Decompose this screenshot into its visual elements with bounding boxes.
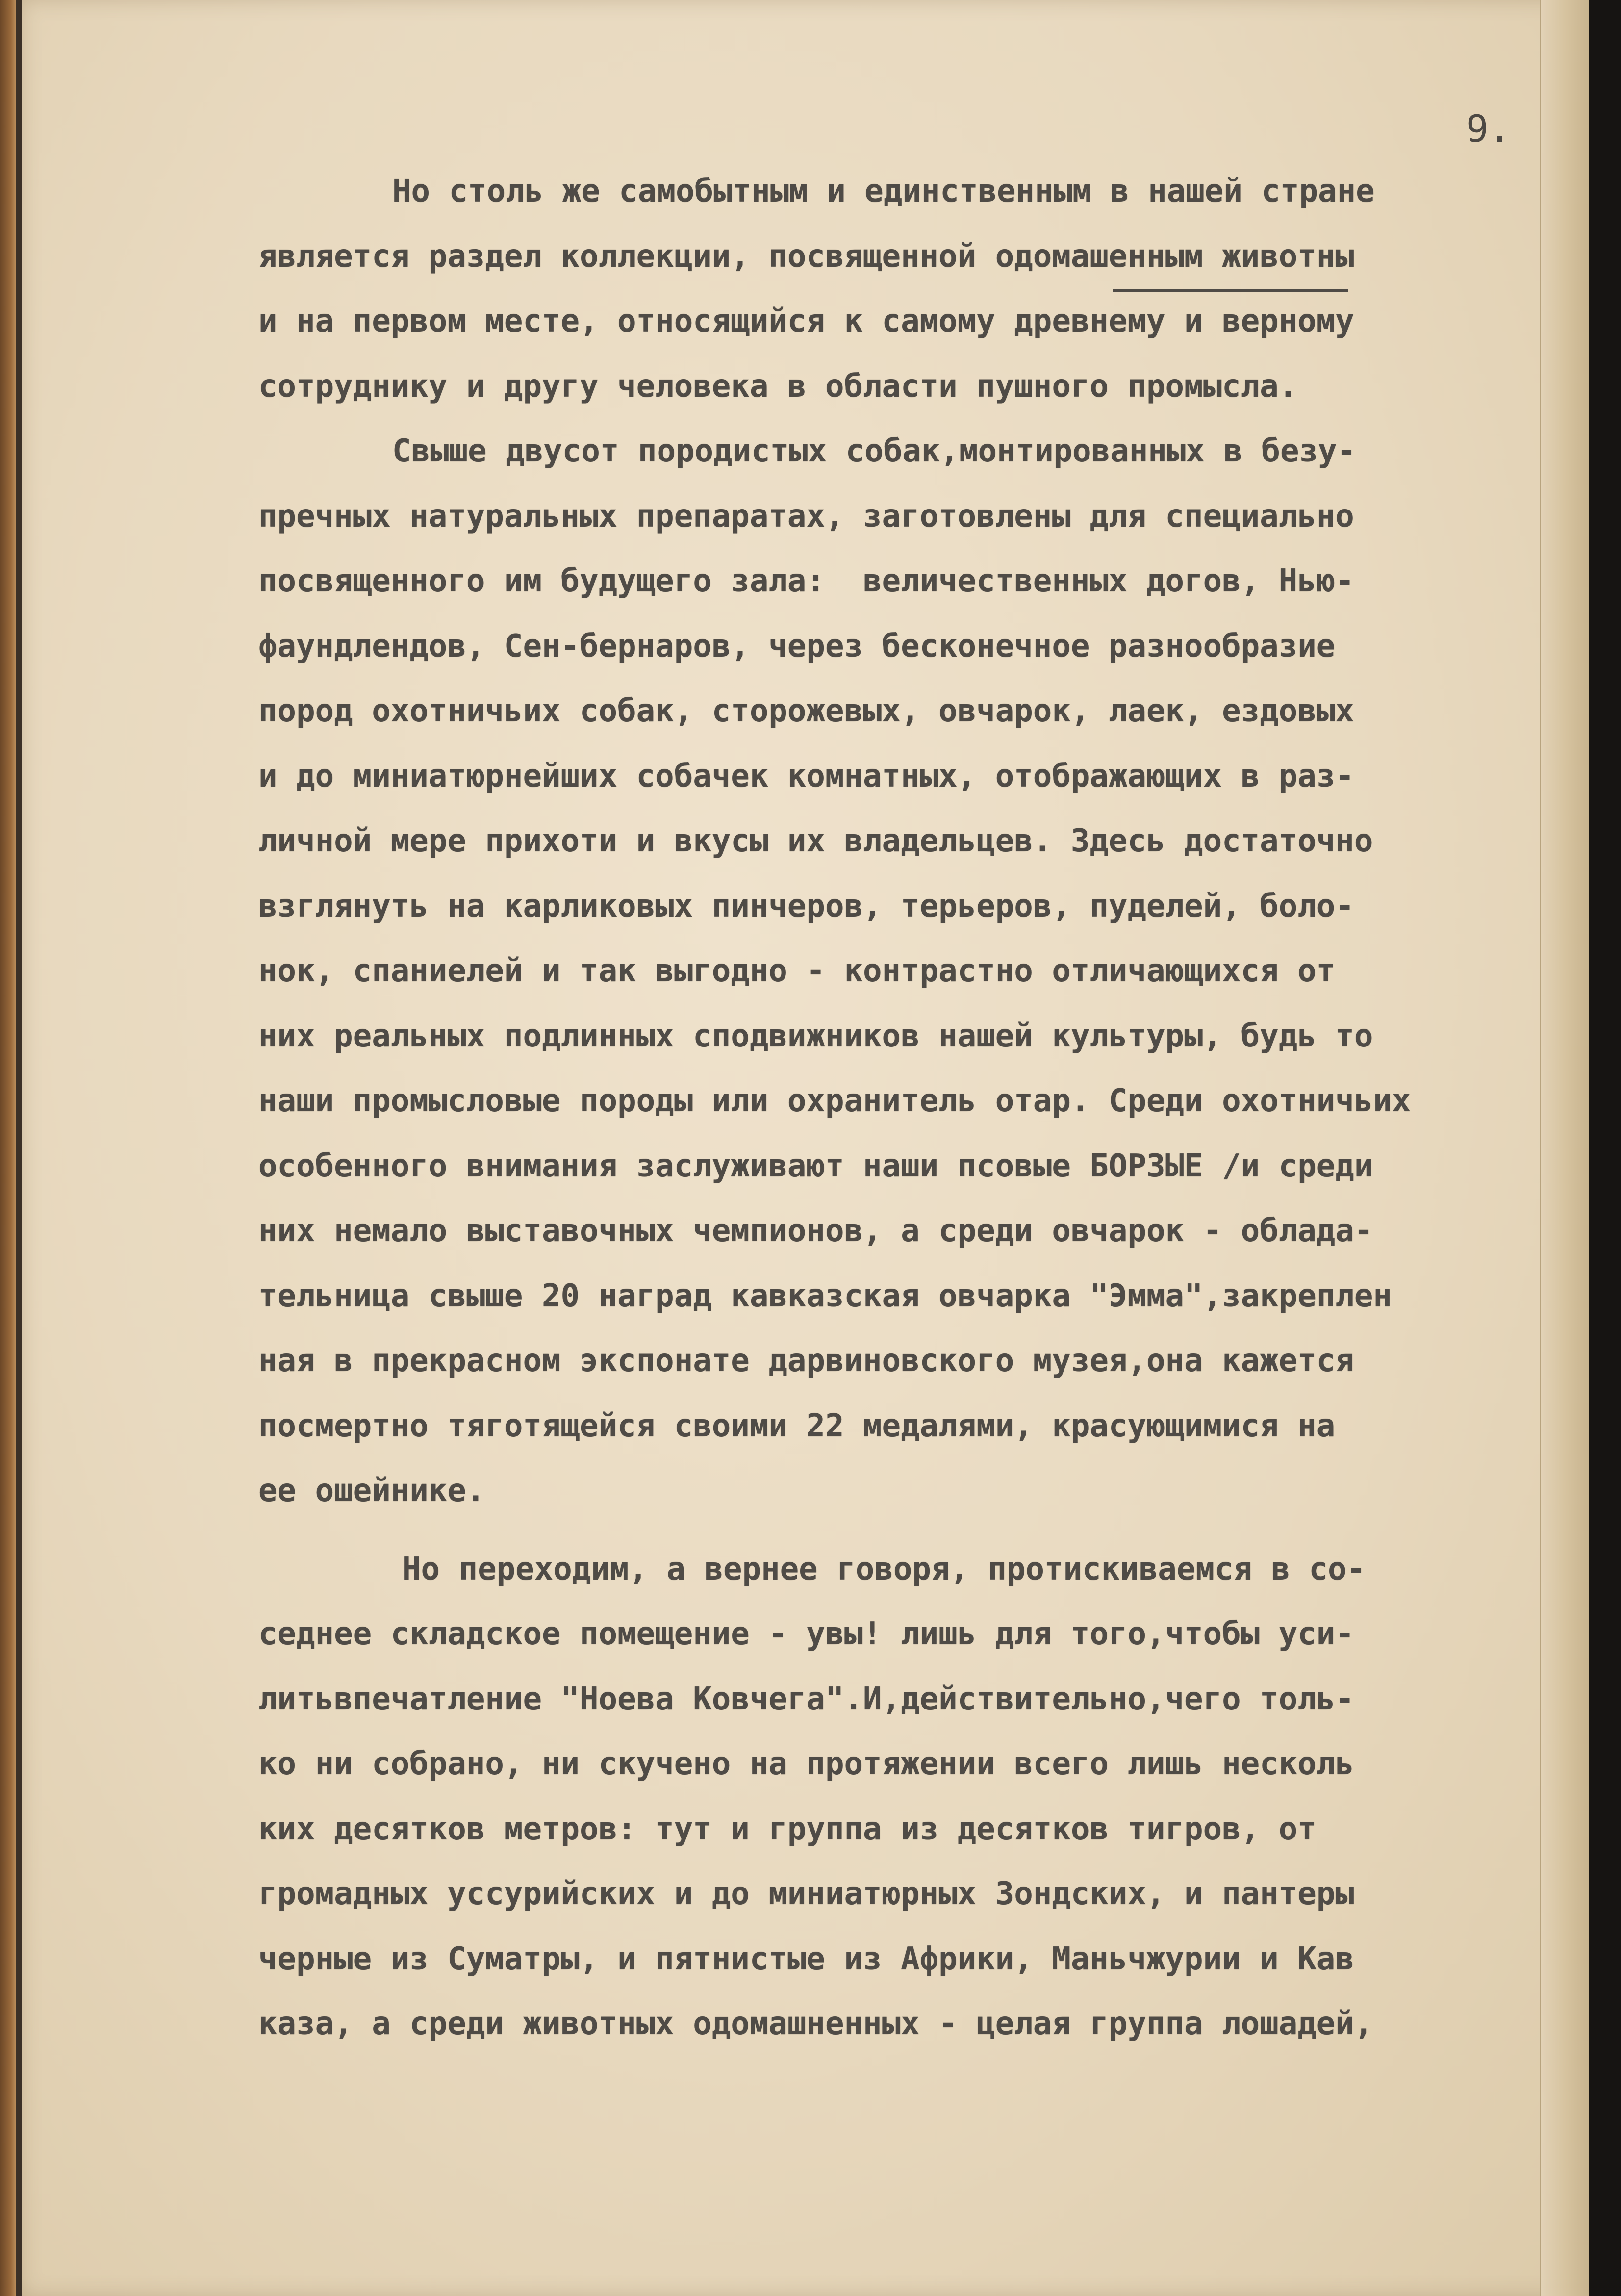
text-line: является раздел коллекции, посвященной одомашенным животны <box>258 238 1354 275</box>
text-line: посмертно тяготящейся своими 22 медалями, красующимися на <box>258 1408 1336 1444</box>
text-line: фаундлендов, Сен-бернаров, через бесконечное разнообразие <box>258 628 1336 664</box>
text-line: ко ни собрано, ни скучено на протяжении всего лишь несколь <box>258 1746 1354 1782</box>
text-line: ее ошейнике. <box>258 1473 485 1509</box>
text-line: громадных уссурийских и до миниатюрных Зондских, и пантеры <box>258 1876 1354 1912</box>
text-line: взглянуть на карликовых пинчеров, терьеров, пуделей, боло- <box>258 888 1354 924</box>
page-number: 9. <box>1466 107 1511 151</box>
text-line: особенного внимания заслуживают наши псовые БОРЗЫЕ /и среди <box>258 1148 1373 1184</box>
text-line: нок, спаниелей и так выгодно - контрастно отличающихся от <box>258 953 1336 989</box>
text-line: каза, а среди животных одомашненных - целая группа лошадей, <box>258 2006 1373 2042</box>
text-line: личной мере прихоти и вкусы их владельцев. Здесь достаточно <box>258 823 1373 859</box>
text-line: и до миниатюрнейших собачек комнатных, отображающих в раз- <box>258 758 1354 794</box>
text-line: и на первом месте, относящийся к самому древнему и верному <box>258 303 1354 339</box>
text-line: Но переходим, а вернее говоря, протискиваемся в со- <box>402 1551 1366 1587</box>
text-line: пречных натуральных препаратах, заготовлены для специально <box>258 498 1354 535</box>
text-line: седнее складское помещение - увы! лишь для того,чтобы уси- <box>258 1616 1354 1652</box>
text-line: тельница свыше 20 наград кавказская овчарка "Эмма",закреплен <box>258 1278 1392 1314</box>
text-line: сотруднику и другу человека в области пушного промысла. <box>258 368 1298 405</box>
text-line: ких десятков метров: тут и группа из десятков тигров, от <box>258 1811 1317 1847</box>
text-line: ная в прекрасном экспонате дарвиновского музея,она кажется <box>258 1343 1354 1379</box>
text-line: посвященного им будущего зала: величественных догов, Нью- <box>258 563 1354 599</box>
text-line: пород охотничьих собак, сторожевых, овчарок, лаек, ездовых <box>258 693 1354 729</box>
text-line: литьвпечатление "Ноева Ковчега".И,действительно,чего толь- <box>258 1681 1354 1717</box>
text-line: наши промысловые породы или охранитель отар. Среди охотничьих <box>258 1083 1411 1119</box>
text-line: них реальных подлинных сподвижников нашей культуры, будь то <box>258 1018 1373 1054</box>
text-line: Но столь же самобытным и единственным в нашей стране <box>392 173 1375 209</box>
handwritten-underline <box>1113 289 1348 292</box>
text-line: них немало выставочных чемпионов, а среди овчарок - облада- <box>258 1213 1373 1249</box>
text-line: Свыше двусот породистых собак,монтированных в безу- <box>392 433 1356 469</box>
text-line: черные из Суматры, и пятнистые из Африки, Маньчжурии и Кав <box>258 1941 1354 1977</box>
